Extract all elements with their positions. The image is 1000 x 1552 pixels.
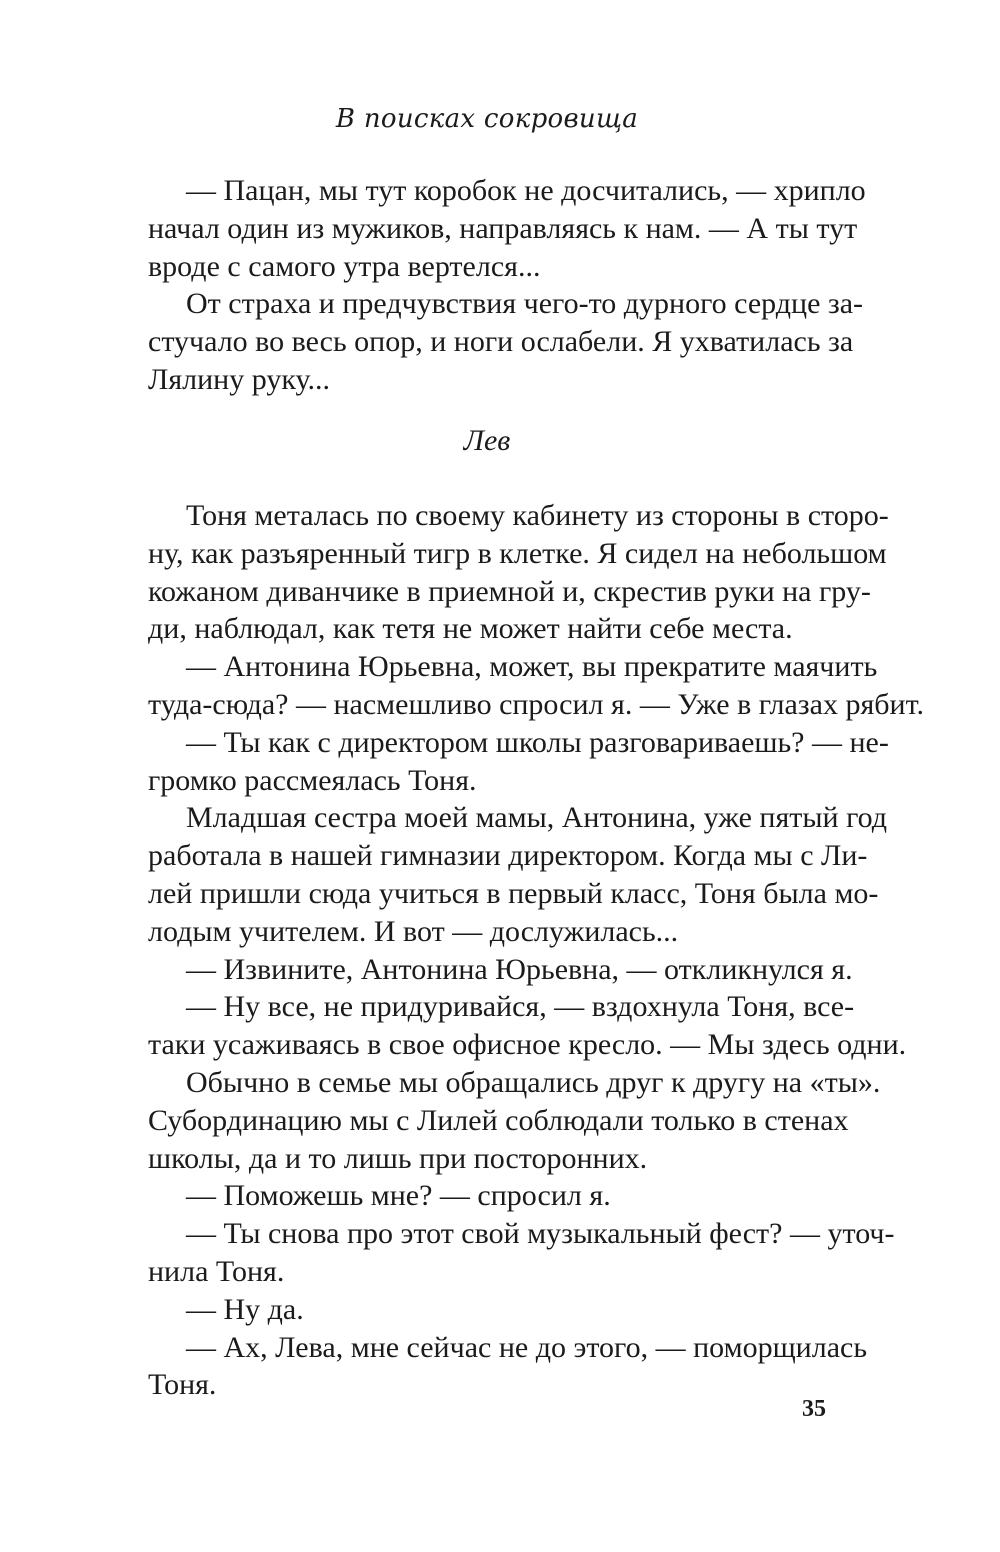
text-line: таки усаживаясь в свое офисное кресло. — Мы здесь одни. [148,1028,907,1062]
page-number: 35 [802,1396,826,1422]
text-line: стучало во весь опор, и ноги ослабели. Я ухватилась за [148,325,854,359]
text-line: Обычно в семье мы обращались друг к другу на «ты». [186,1065,881,1099]
text-line: — Ну да. [186,1292,304,1326]
text-line: лей пришли сюда учиться в первый класс, Тоня была мо- [148,876,879,910]
text-line: Лялину руку... [148,362,330,396]
running-head: В поисках сокровища [335,104,639,134]
text-section-1 [148,172,866,399]
text-line: ну, как разъяренный тигр в клетке. Я сидел на небольшом [148,536,887,570]
text-line: — Поможешь мне? — спросил я. [186,1179,611,1213]
text-line: вроде с самого утра вертелся... [148,249,541,283]
text-line: — Ну все, не придуривайся, — вздохнула Тоня, все- [186,990,855,1024]
text-line: школы, да и то лишь при посторонних. [148,1141,648,1175]
text-line: Субординацию мы с Лилей соблюдали только в стенах [148,1103,849,1137]
text-line: начал один из мужиков, направляясь к нам. — А ты тут [148,211,858,245]
text-line: — Извините, Антонина Юрьевна, — откликнулся я. [186,952,853,986]
text-line: — Ты как с директором школы разговариваешь? — не- [186,725,889,759]
text-line: громко рассмеялась Тоня. [148,763,477,797]
text-line: кожаном диванчике в приемной и, скрестив руки на гру- [148,574,871,608]
text-line: туда-сюда? — насмешливо спросил я. — Уже в глазах рябит. [148,687,924,721]
text-line: работала в нашей гимназии директором. Когда мы с Ли- [148,839,868,873]
text-line: От страха и предчувствия чего-то дурного сердце за- [186,287,864,321]
text-line: нила Тоня. [148,1254,285,1288]
text-line: — Ты снова про этот свой музыкальный фест? — уточ- [186,1217,895,1251]
text-line: Тоня металась по своему кабинету из стороны в сторо- [186,499,889,532]
text-line: — Антонина Юрьевна, может, вы прекратите маячить [186,650,878,684]
text-line: ди, наблюдал, как тетя не может найти себе места. [148,612,793,646]
text-line: — Ах, Лева, мне сейчас не до этого, — поморщилась [186,1330,868,1364]
text-line: — Пацан, мы тут коробок не досчитались, — хрипло [186,174,866,207]
text-section-2 [148,497,924,1404]
chapter-title: Лев [463,424,511,457]
text-line: Тоня. [148,1368,217,1402]
text-line: Младшая сестра моей мамы, Антонина, уже пятый год [186,801,888,835]
text-line: лодым учителем. И вот — дослужилась... [148,914,679,948]
